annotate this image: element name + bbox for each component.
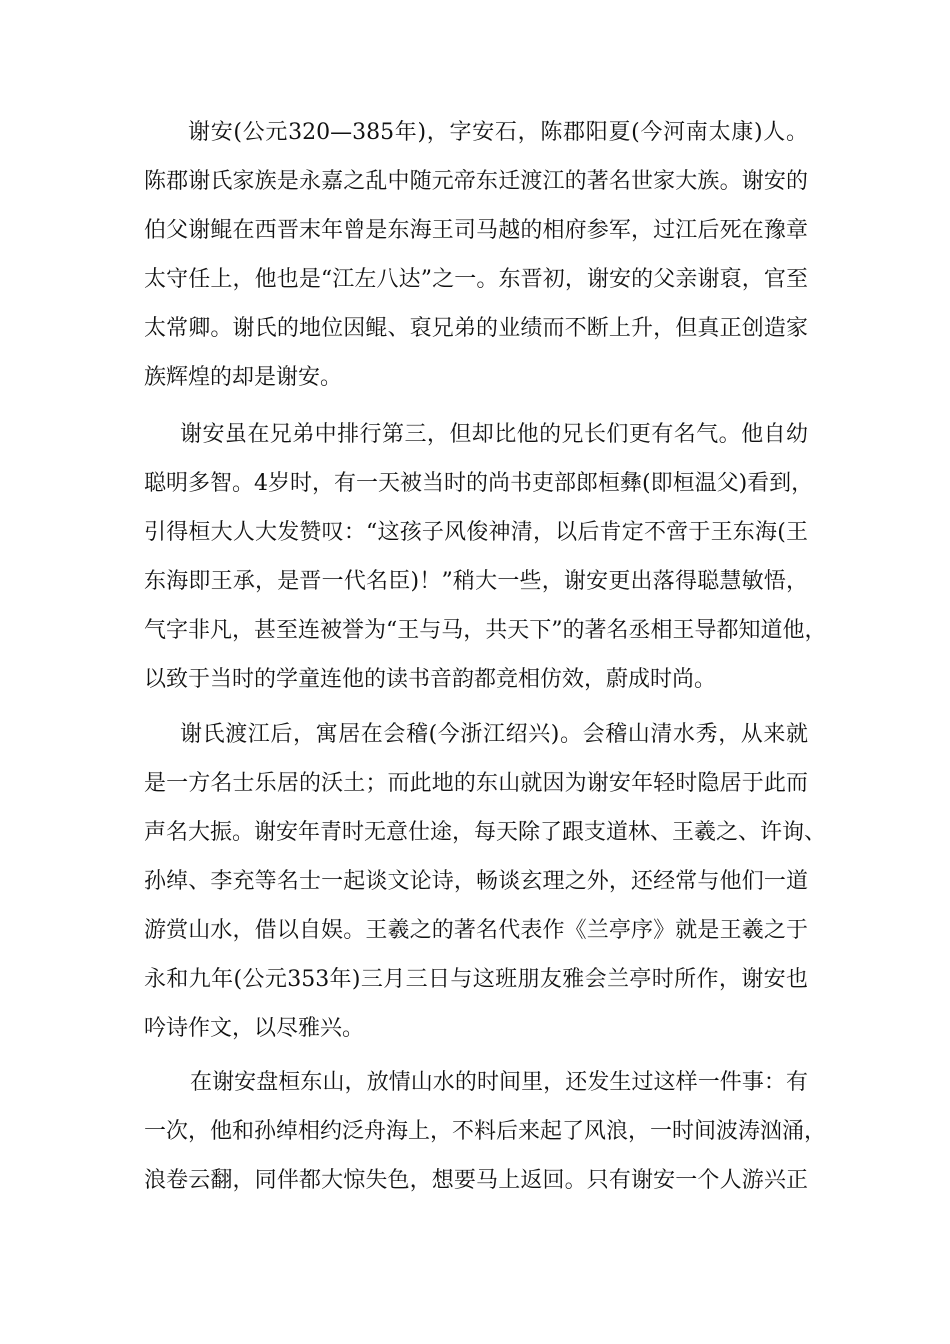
paragraph-line: 是一方名士乐居的沃土；而此地的东山就因为谢安年轻时隐居于此而 <box>144 771 808 796</box>
paragraph-line: 谢安(公元320—385年)，字安石，陈郡阳夏(今河南太康)人。 <box>188 120 808 145</box>
paragraph-line: 吟诗作文，以尽雅兴。 <box>144 1016 365 1041</box>
paragraph-line: 谢安虽在兄弟中排行第三，但却比他的兄长们更有名气。他自幼 <box>180 422 808 447</box>
paragraph-line: 以致于当时的学童连他的读书音韵都竞相仿效，蔚成时尚。 <box>144 667 717 692</box>
paragraph-line: 东海即王承，是晋一代名臣)！”稍大一些，谢安更出落得聪慧敏悟， <box>144 569 808 594</box>
paragraph-line: 伯父谢鲲在西晋末年曾是东海王司马越的相府参军，过江后死在豫章 <box>144 218 808 243</box>
paragraph-line: 浪卷云翻，同伴都大惊失色，想要马上返回。只有谢安一个人游兴正 <box>144 1168 808 1193</box>
paragraph-line: 永和九年(公元353年)三月三日与这班朋友雅会兰亭时所作，谢安也 <box>144 967 808 992</box>
paragraph-line: 孙绰、李充等名士一起谈文论诗，畅谈玄理之外，还经常与他们一道 <box>144 869 808 894</box>
paragraph-line: 陈郡谢氏家族是永嘉之乱中随元帝东迁渡江的著名世家大族。谢安的 <box>144 169 808 194</box>
paragraph-line: 引得桓大人大发赞叹：“这孩子风俊神清，以后肯定不啻于王东海(王 <box>144 520 808 545</box>
paragraph-line: 声名大振。谢安年青时无意仕途，每天除了跟支道林、王羲之、许询、 <box>144 820 827 845</box>
paragraph-line: 聪明多智。4岁时，有一天被当时的尚书吏部郎桓彝(即桓温父)看到， <box>144 471 814 496</box>
paragraph-line: 气字非凡，甚至连被誉为“王与马，共天下”的著名丞相王导都知道他， <box>144 618 827 643</box>
paragraph-line: 一次，他和孙绰相约泛舟海上，不料后来起了风浪，一时间波涛汹涌， <box>144 1119 827 1144</box>
paragraph-line: 游赏山水，借以自娱。王羲之的著名代表作《兰亭序》就是王羲之于 <box>144 918 808 943</box>
paragraph-line: 太常卿。谢氏的地位因鲲、裒兄弟的业绩而不断上升，但真正创造家 <box>144 316 808 341</box>
paragraph-line: 太守任上，他也是“江左八达”之一。东晋初，谢安的父亲谢裒，官至 <box>144 267 808 292</box>
paragraph-line: 族辉煌的却是谢安。 <box>144 365 343 390</box>
paragraph-line: 谢氏渡江后，寓居在会稽(今浙江绍兴)。会稽山清水秀，从来就 <box>180 722 808 747</box>
paragraph-line: 在谢安盘桓东山，放情山水的时间里，还发生过这样一件事：有 <box>190 1070 808 1095</box>
